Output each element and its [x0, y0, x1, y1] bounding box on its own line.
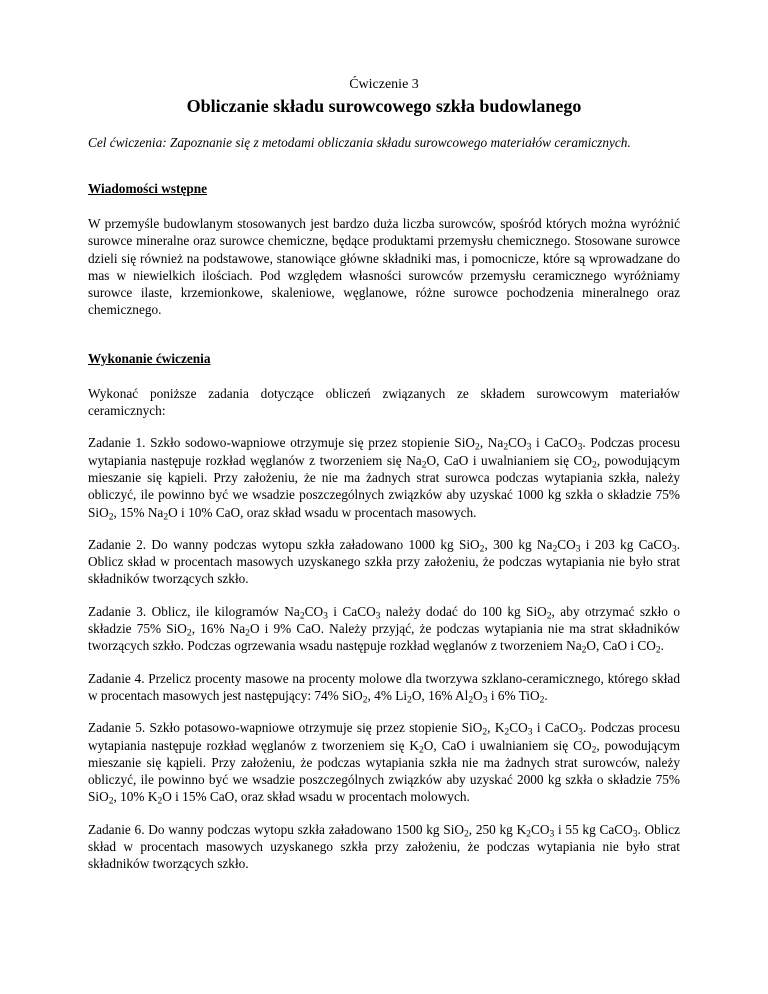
page-title: Obliczanie składu surowcowego szkła budowlanego [186, 96, 582, 116]
exercise-goal: Cel ćwiczenia: Zapoznanie się z metodami obliczania składu surowcowego materiałów ceramicznych. [88, 135, 631, 150]
intro-paragraph: W przemyśle budowlanym stosowanych jest bardzo duża liczba surowców, spośród których można wyróżnić surowce mineralne oraz surowce chemiczne, będące produktami przemysłu chemicznego. Stosowane surowce dzieli się również na podstawowe, stanowiące główne składniki mas, i pomocnicze, które są wprowadzane do mas w niewielkich ilościach. Pod względem własności surowców przemysłu ceramicznego wyróżniamy surowce ilaste, krzemionkowe, skaleniowe, węglanowe, różne surowce pochodzenia mineralnego oraz chemicznego. [88, 216, 680, 318]
task-2: Zadanie 2. Do wanny podczas wytopu szkła załadowano 1000 kg SiO$_2$, 300 kg $Na_2CO_3$ i 203 kg CaCO$_3$. Oblicz skład w procentach masowych uzyskanego szkła przy założeniu, że podczas wytapiania nie było strat składników tworzących szkło. [88, 536, 681, 587]
exercise-label: Ćwiczenie 3 [349, 77, 419, 92]
intro-heading: Wiadomości wstępne [88, 181, 208, 196]
task-3: Zadanie 3. Oblicz, ile kilogramów $Na_2CO_3$ i CaCO$_3$ należy dodać do 100 kg SiO$_2$, aby otrzymać szkło o składzie 75% SiO$_2$, 16% $Na_2O$ i 9% CaO. Należy przyjąć, że podczas wytapiania nie ma strat składników tworzących szkło. Podczas ogrzewania wsadu następuje rozkład węglanów z tworzeniem $Na_2O$, CaO i $CO_2$. [88, 603, 681, 656]
tasks-heading: Wykonanie ćwiczenia [88, 350, 211, 366]
task-1: Zadanie 1. Szkło sodowo-wapniowe otrzymuje się przez stopienie SiO$_2$, $Na_2CO_3$ i CaCO$_3$. Podczas procesu wytapiania następuje rozkład węglanów z tworzeniem się $Na_2O$, CaO i uwalnianiem się $CO_2$, powodującym mieszanie się kąpieli. Przy założeniu, że nie ma żadnych strat surowca podczas wytapiania szkła, należy obliczyć, ile powinno być we wsadzie poszczególnych związków aby uzyskać 1000 kg szkła o składzie 75% SiO$_2$, 15% $Na_2O$ i 10% CaO, oraz skład wsadu w procentach masowych. [88, 435, 681, 522]
task-6: Zadanie 6. Do wanny podczas wytopu szkła załadowano 1500 kg SiO$_2$, 250 kg $K_2CO_3$ i 55 kg CaCO$_3$. Oblicz skład w procentach masowych uzyskanego szkła przy założeniu, że podczas wytapiania nie było strat składników tworzących szkło. [88, 821, 680, 872]
task-4: Zadanie 4. Przelicz procenty masowe na procenty molowe dla tworzywa szklano-ceramicznego, którego skład w procentach masowych jest następujący: 74% SiO$_2$, 4% $Li_2O$, 16% $Al_2O_3$ i 6% TiO$_2$. [88, 670, 680, 706]
tasks-lead-paragraph: Wykonać poniższe zadania dotyczące obliczeń związanych ze składem surowcowym materiałów ceramicznych: [88, 385, 680, 419]
task-5: Zadanie 5. Szkło potasowo-wapniowe otrzymuje się przez stopienie SiO$_2$, $K_2CO_3$ i CaCO$_3$. Podczas procesu wytapiania następuje rozkład węglanów z tworzeniem się $K_2O$, CaO i uwalnianiem się $CO_2$, powodującym mieszanie się kąpieli. Przy założeniu, że podczas wytapiania szkła nie ma żadnych strat surowców, należy obliczyć, ile powinno być we wsadzie poszczególnych związków aby uzyskać 2000 kg szkła o składzie 75% SiO$_2$, 10% $K_2O$ i 15% CaO, oraz skład wsadu w procentach molowych. [88, 720, 680, 807]
